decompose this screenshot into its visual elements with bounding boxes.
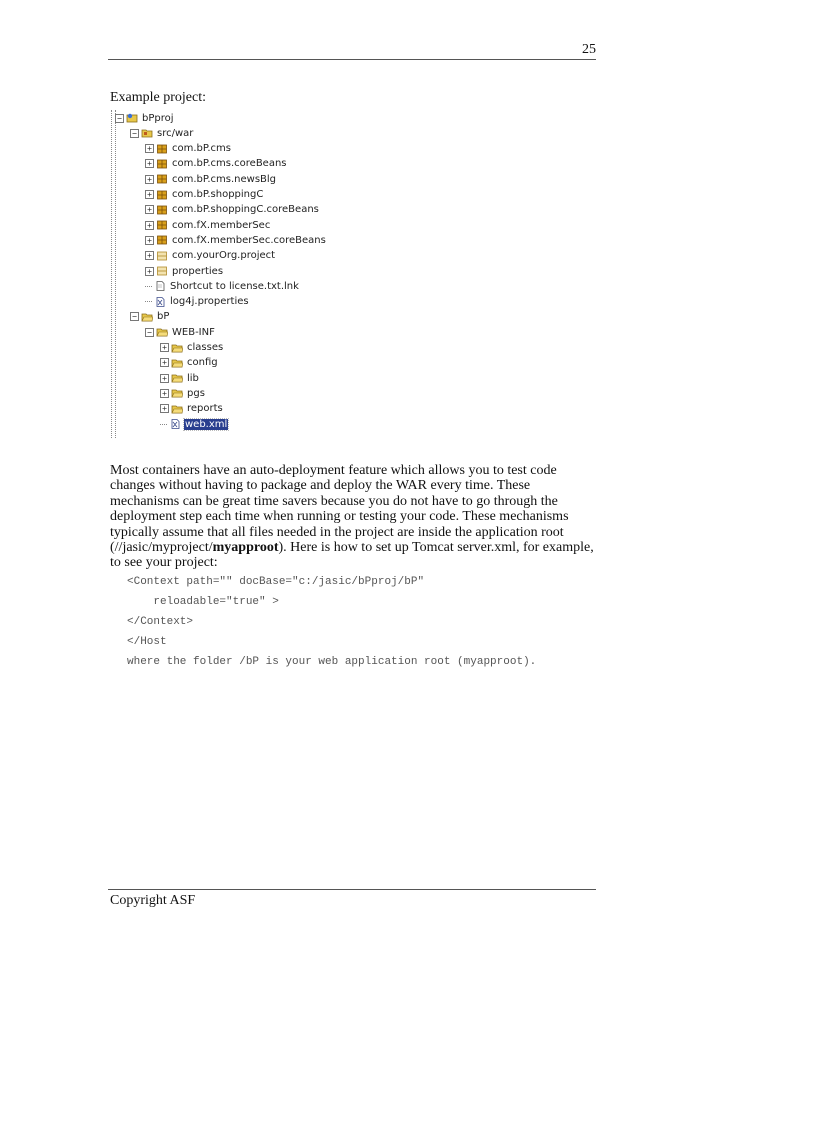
tree-connector <box>160 424 167 425</box>
tree-item[interactable] <box>160 417 228 431</box>
tree-item-label: com.bP.shoppingC.coreBeans <box>172 204 319 216</box>
folder-icon <box>156 327 168 337</box>
tree-item[interactable] <box>145 279 300 293</box>
expand-icon[interactable]: + <box>160 358 169 367</box>
code-line: reloadable="true" > <box>127 596 279 608</box>
folder-icon <box>171 358 183 368</box>
tree-item[interactable] <box>130 126 194 140</box>
folder-icon <box>171 343 183 353</box>
file-icon <box>154 281 166 291</box>
package-icon <box>156 220 168 230</box>
tree-item-label: com.bP.cms.coreBeans <box>172 158 287 170</box>
intro-text: Example project: <box>110 90 207 105</box>
collapse-icon[interactable]: − <box>145 328 154 337</box>
footer-rule <box>108 889 596 890</box>
header-rule <box>108 59 596 60</box>
tree-item-label: com.bP.cms <box>172 143 231 155</box>
folder-icon <box>171 373 183 383</box>
tree-item-label: bPproj <box>142 112 174 124</box>
tree-item-label: com.bP.shoppingC <box>172 189 264 200</box>
paragraph-text-1: Most containers have an auto-deployment feature which allows you to test code changes without having to package and deploy the WAR every time. These mechanisms can be great time savers because you do not have to go through the deployment step each time when running or testing your code. These mechanisms typically assume that all files needed in the project are inside the application root (//jasic/myproject/ <box>110 463 569 556</box>
tree-item[interactable] <box>145 157 288 171</box>
tree-item-label: com.yourOrg.project <box>172 250 276 262</box>
expand-icon[interactable]: + <box>145 175 154 184</box>
tree-item[interactable] <box>145 218 271 232</box>
expand-icon[interactable]: + <box>160 404 169 413</box>
code-line: </Context> <box>127 616 194 628</box>
expand-icon[interactable]: + <box>145 205 154 214</box>
tree-item-label: Shortcut to license.txt.lnk <box>170 280 299 292</box>
tree-item[interactable] <box>160 356 219 370</box>
tree-item[interactable] <box>145 249 276 263</box>
tree-item-label: WEB-INF <box>172 326 215 338</box>
tree-guide-line <box>111 110 112 438</box>
folder-icon <box>141 312 153 322</box>
tree-item-label: src/war <box>157 127 194 139</box>
code-line: </Host <box>127 636 167 648</box>
tree-item-label: com.bP.cms.newsBlg <box>172 173 277 185</box>
package-icon <box>156 190 168 200</box>
expand-icon[interactable]: + <box>145 159 154 168</box>
tree-item[interactable] <box>115 111 175 125</box>
empty-package-icon <box>156 251 168 261</box>
tree-item[interactable] <box>160 371 200 385</box>
tree-item[interactable] <box>160 386 206 400</box>
paragraph-bold: myapproot <box>212 540 279 556</box>
expand-icon[interactable]: + <box>145 144 154 153</box>
tree-item[interactable] <box>145 325 216 339</box>
collapse-icon[interactable]: − <box>130 129 139 138</box>
tree-item-label: classes <box>187 342 224 353</box>
properties-file-icon <box>154 297 166 307</box>
body-paragraph <box>110 463 600 571</box>
empty-package-icon <box>156 266 168 276</box>
tree-item-label: bP <box>157 311 170 323</box>
expand-icon[interactable]: + <box>145 267 154 276</box>
tree-item[interactable] <box>145 142 232 156</box>
package-icon <box>156 144 168 154</box>
paragraph-text-2: ). Here is how to set up Tomcat server.xml, for example, to see your project: <box>110 540 594 571</box>
tree-item[interactable] <box>145 295 250 309</box>
tree-connector <box>145 286 152 287</box>
tree-item[interactable] <box>145 264 224 278</box>
project-icon <box>126 113 138 123</box>
xml-file-icon <box>169 419 181 429</box>
expand-icon[interactable]: + <box>145 190 154 199</box>
package-icon <box>156 174 168 184</box>
tree-item-label: com.fX.memberSec.coreBeans <box>172 234 326 246</box>
expand-icon[interactable]: + <box>160 343 169 352</box>
package-icon <box>156 235 168 245</box>
tree-item[interactable] <box>145 188 264 202</box>
tree-connector <box>145 301 152 302</box>
tree-item-label: com.fX.memberSec <box>172 219 271 231</box>
tree-item-label: properties <box>172 265 224 277</box>
package-icon <box>156 159 168 169</box>
tree-item[interactable] <box>145 172 277 186</box>
tree-item[interactable] <box>145 233 327 247</box>
collapse-icon[interactable]: − <box>115 114 124 123</box>
tree-item-label: pgs <box>187 387 205 399</box>
source-folder-icon <box>141 128 153 138</box>
expand-icon[interactable]: + <box>145 251 154 260</box>
expand-icon[interactable]: + <box>160 389 169 398</box>
expand-icon[interactable]: + <box>145 236 154 245</box>
expand-icon[interactable]: + <box>145 221 154 230</box>
folder-icon <box>171 388 183 398</box>
tree-item[interactable] <box>145 203 320 217</box>
expand-icon[interactable]: + <box>160 374 169 383</box>
code-line: where the folder /bP is your web application root (myapproot). <box>127 656 537 668</box>
tree-item[interactable] <box>160 402 224 416</box>
footer-text: Copyright ASF <box>110 893 196 908</box>
code-line: <Context path="" docBase="c:/jasic/bPproj/bP" <box>127 576 425 588</box>
tree-item-label: web.xml <box>185 418 228 430</box>
tree-item-label: reports <box>187 403 223 415</box>
tree-item-label: log4j.properties <box>170 296 249 308</box>
page-number: 25 <box>582 42 596 57</box>
collapse-icon[interactable]: − <box>130 312 139 321</box>
project-tree-screenshot <box>110 110 326 440</box>
tree-guide-line <box>115 110 116 438</box>
folder-icon <box>171 404 183 414</box>
tree-item[interactable] <box>160 341 224 355</box>
package-icon <box>156 205 168 215</box>
tree-item-label: config <box>187 357 218 369</box>
tree-item[interactable] <box>130 310 170 324</box>
tree-item-label: lib <box>187 372 199 384</box>
